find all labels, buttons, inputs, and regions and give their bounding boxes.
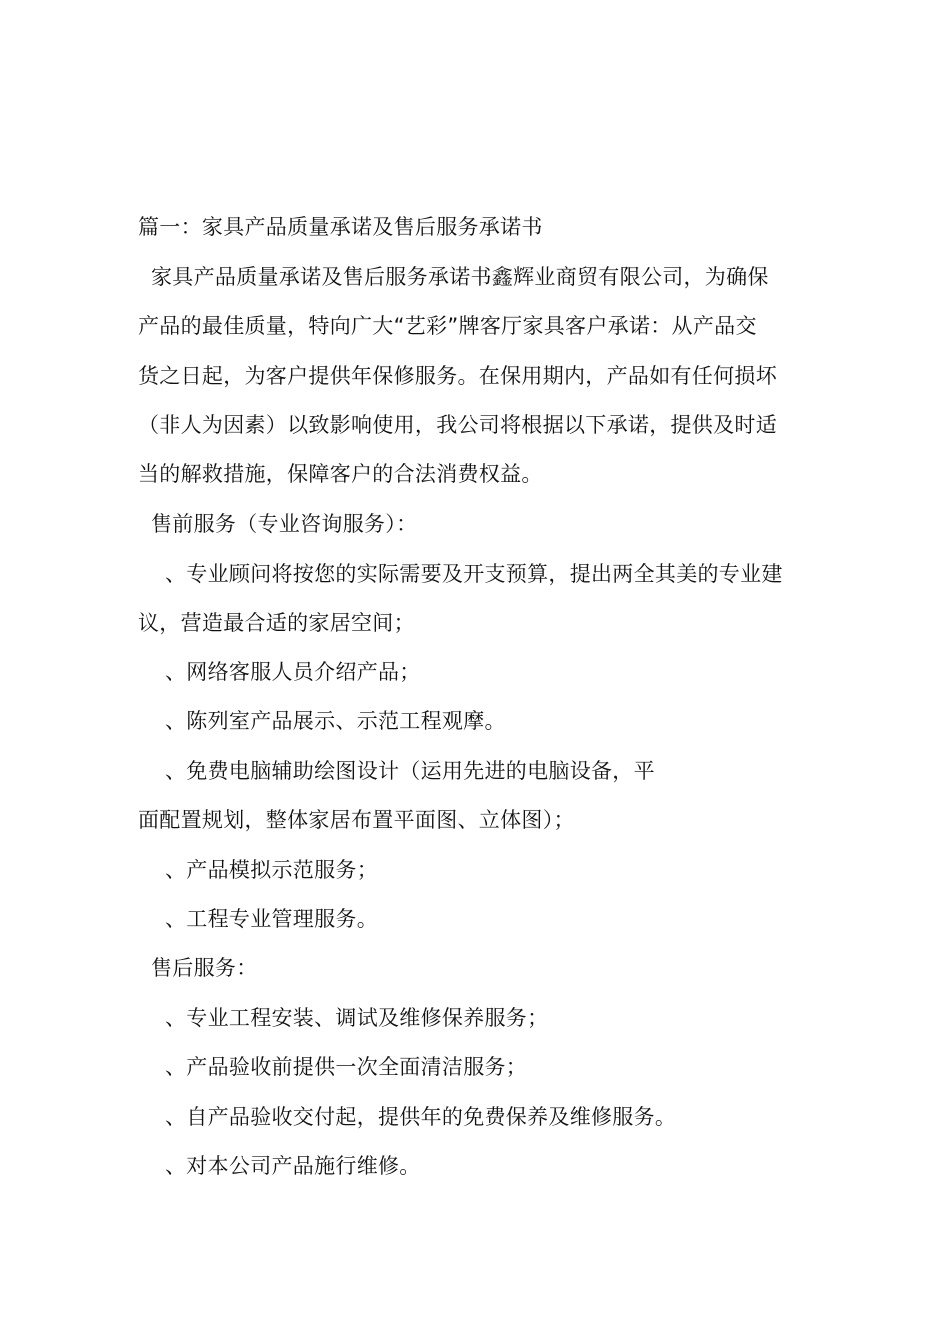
aftersale-item-2: 、产品验收前提供一次全面清洁服务； — [165, 1055, 528, 1079]
intro-line-3: 货之日起，为客户提供年保修服务。在保用期内，产品如有任何损坏 — [138, 364, 777, 388]
aftersale-heading: 售后服务： — [151, 956, 258, 980]
intro-line-2: 产品的最佳质量，特向广大“艺彩”牌客厅家具客户承诺：从产品交 — [138, 314, 757, 338]
intro-line-5: 当的解救措施，保障客户的合法消费权益。 — [138, 462, 543, 486]
presale-heading: 售前服务（专业咨询服务）： — [151, 512, 418, 536]
presale-item-3: 、陈列室产品展示、示范工程观摩。 — [165, 709, 506, 733]
aftersale-item-1: 、专业工程安装、调试及维修保养服务； — [165, 1006, 549, 1030]
presale-item-1-line-1: 、专业顾问将按您的实际需要及开支预算，提出两全其美的专业建 — [165, 562, 783, 586]
document-title: 篇一：家具产品质量承诺及售后服务承诺书 — [138, 215, 543, 239]
presale-item-6: 、工程专业管理服务。 — [165, 907, 378, 931]
aftersale-item-3: 、自产品验收交付起，提供年的免费保养及维修服务。 — [165, 1105, 677, 1129]
intro-line-1: 家具产品质量承诺及售后服务承诺书鑫辉业商贸有限公司，为确保 — [151, 265, 769, 289]
intro-line-4: （非人为因素）以致影响使用，我公司将根据以下承诺，提供及时适 — [138, 413, 777, 437]
presale-item-2: 、网络客服人员介绍产品； — [165, 660, 421, 684]
presale-item-4-line-2: 面配置规划，整体家居布置平面图、立体图）； — [138, 808, 575, 832]
aftersale-item-4: 、对本公司产品施行维修。 — [165, 1154, 421, 1178]
presale-item-1-line-2: 议，营造最合适的家居空间； — [138, 611, 415, 635]
presale-item-5: 、产品模拟示范服务； — [165, 858, 378, 882]
presale-item-4-line-1: 、免费电脑辅助绘图设计（运用先进的电脑设备，平 — [165, 759, 655, 783]
